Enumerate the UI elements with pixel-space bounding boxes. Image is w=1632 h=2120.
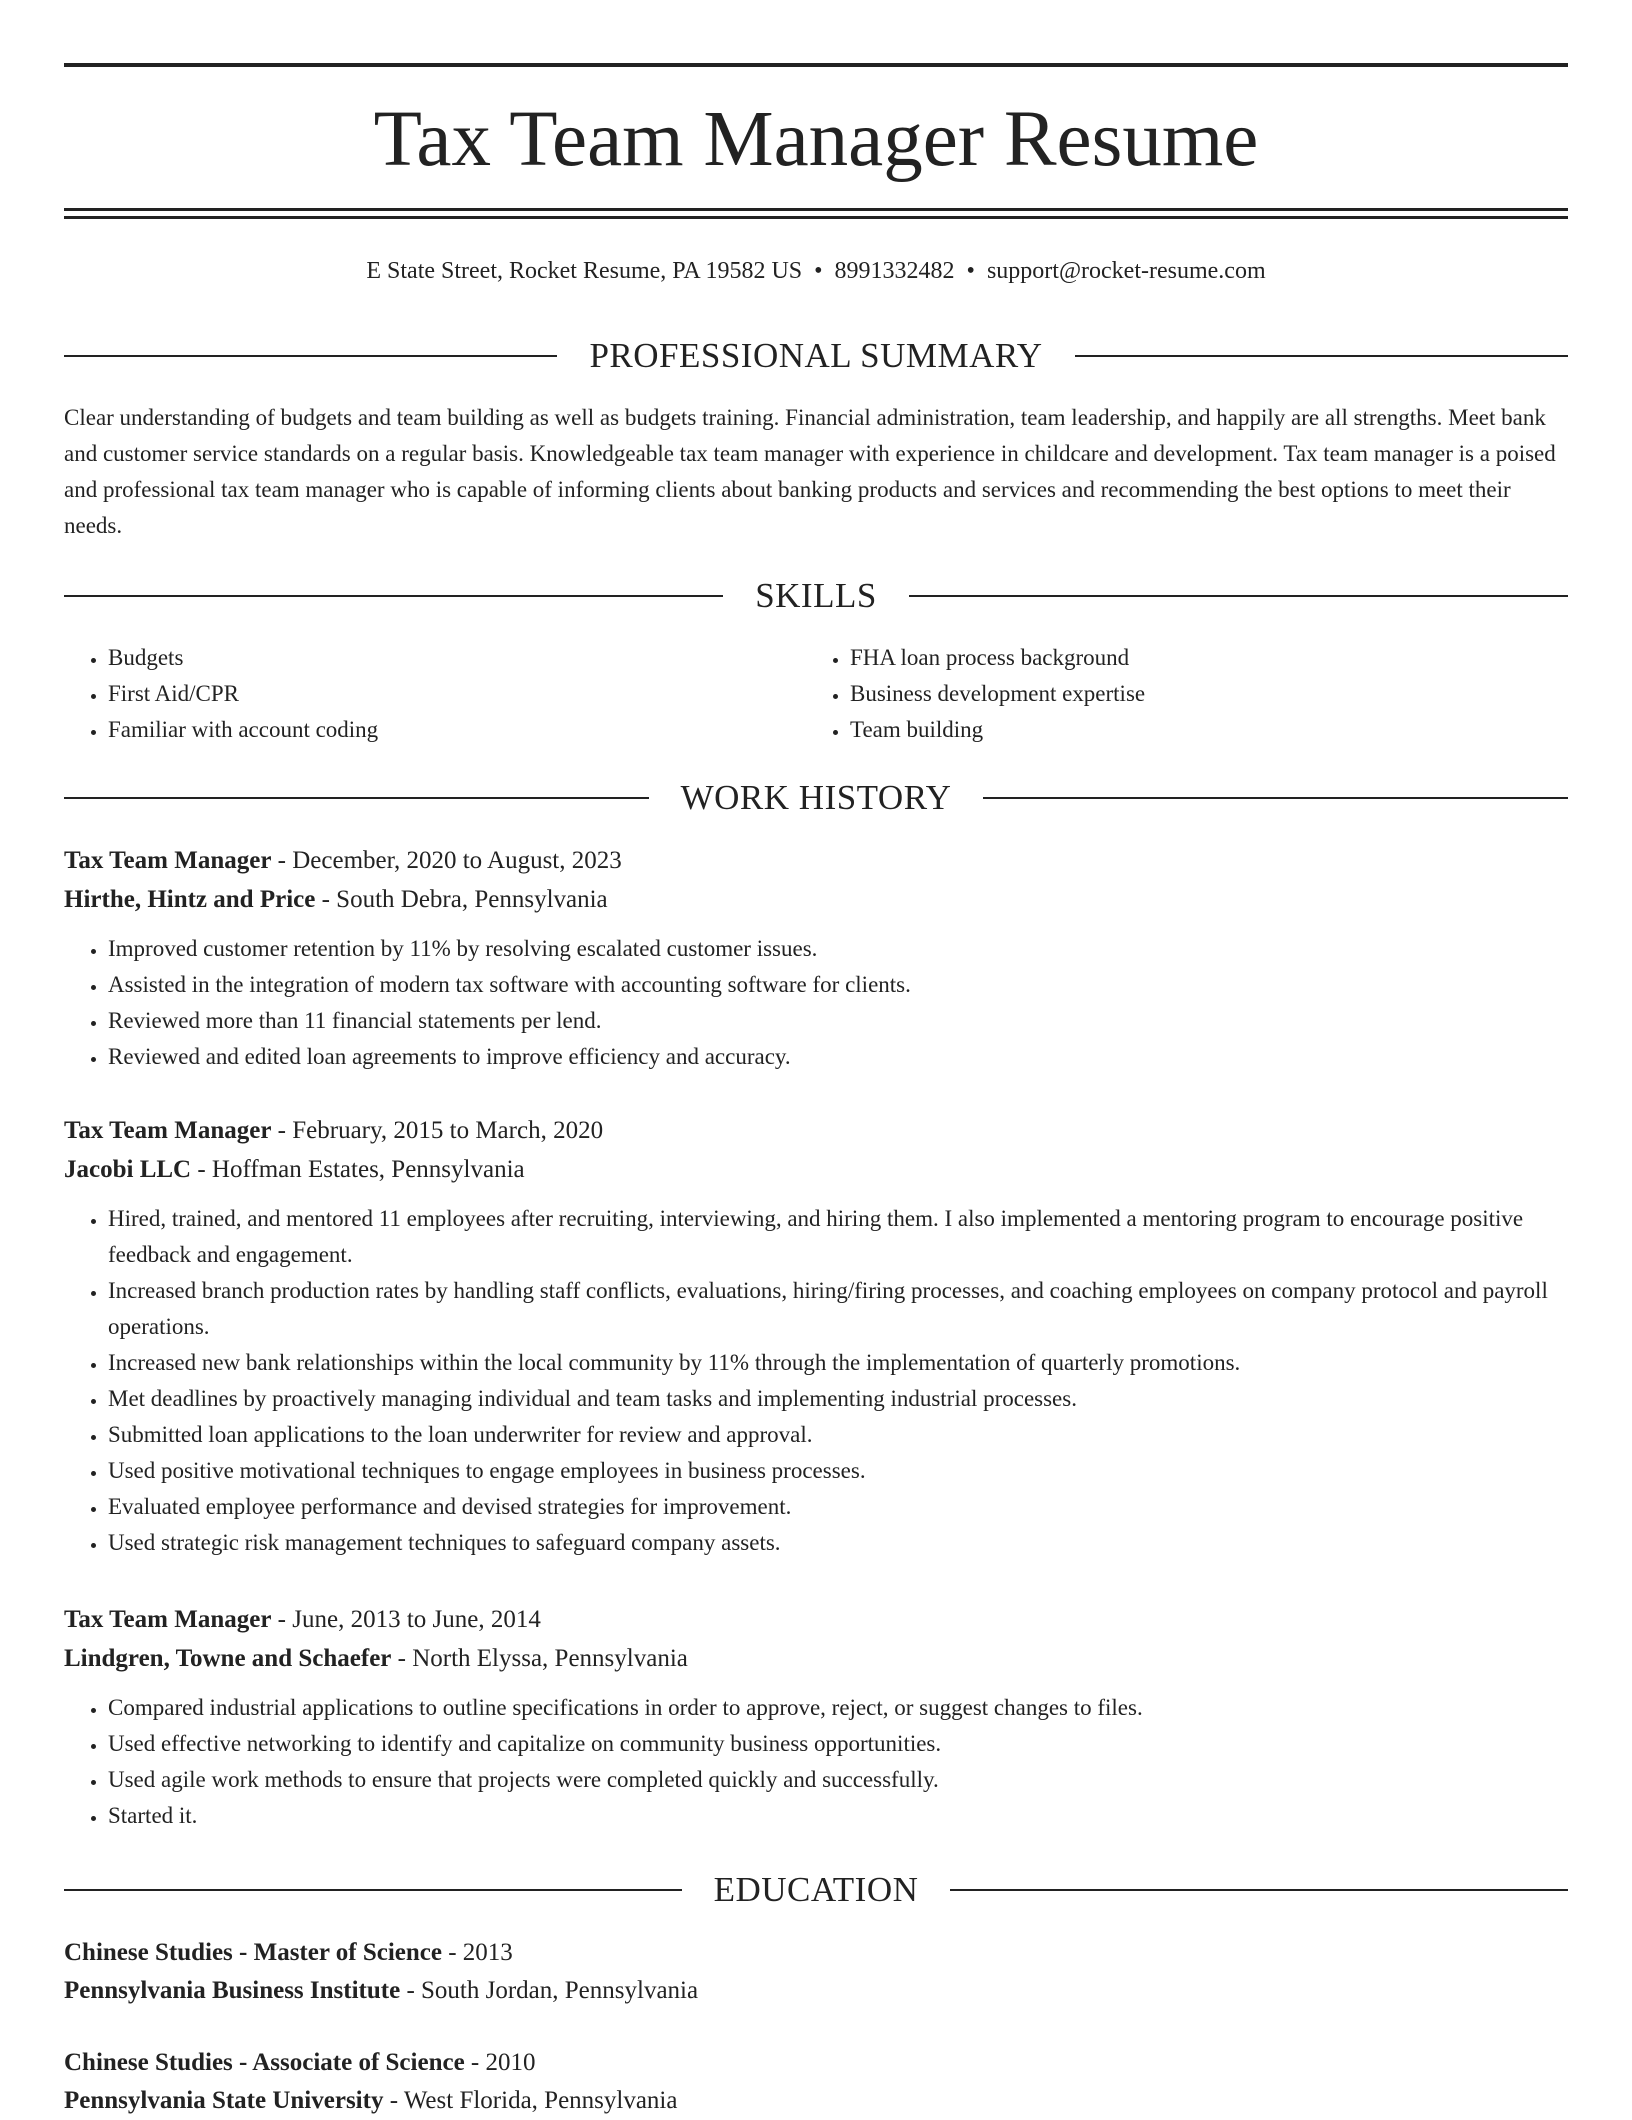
job-location: - Hoffman Estates, Pennsylvania (191, 1156, 525, 1183)
education-school-line (64, 1972, 1568, 2010)
job-entry (64, 1112, 1568, 1561)
job-dates: - June, 2013 to June, 2014 (271, 1606, 541, 1633)
skill-item: • FHA loan process background (850, 640, 1506, 676)
job-bullet: • Submitted loan applications to the loan underwriter for review and approval. (108, 1417, 1568, 1453)
heading-rule-left (64, 797, 649, 799)
job-bullet: • Increased branch production rates by handling staff conflicts, evaluations, hiring/firing processes, and coaching employees on company protocol and payroll operations. (108, 1273, 1568, 1345)
job-bullet: • Met deadlines by proactively managing individual and team tasks and implementing industrial processes. (108, 1381, 1568, 1417)
education-degree: Chinese Studies - Associate of Science (64, 2049, 465, 2076)
heading-rule-right (983, 797, 1568, 799)
job-title-line (64, 1601, 1568, 1639)
job-company-line (64, 1640, 1568, 1678)
contact-separator: • (966, 258, 975, 284)
job-location: - North Elyssa, Pennsylvania (391, 1645, 688, 1672)
job-title-line (64, 842, 1568, 880)
header-double-rule-upper (64, 208, 1568, 211)
job-bullet: • Compared industrial applications to outline specifications in order to approve, reject, or suggest changes to files. (108, 1690, 1568, 1726)
header-double-rule-lower (64, 216, 1568, 219)
contact-address: E State Street, Rocket Resume, PA 19582 US (366, 258, 803, 284)
job-location: - South Debra, Pennsylvania (315, 886, 608, 913)
skills-column-left (64, 640, 764, 748)
section-title-skills: SKILLS (755, 576, 877, 615)
page-title: Tax Team Manager Resume (373, 96, 1259, 183)
section-heading-work (64, 776, 1568, 820)
job-bullet: • Evaluated employee performance and devised strategies for improvement. (108, 1489, 1568, 1525)
job-title-line (64, 1112, 1568, 1150)
job-bullets (64, 931, 1568, 1075)
skill-item: • Budgets (108, 640, 764, 676)
section-title-summary: PROFESSIONAL SUMMARY (589, 336, 1043, 375)
section-heading-education (64, 1868, 1568, 1912)
section-title-work: WORK HISTORY (680, 778, 952, 817)
contact-phone: 8991332482 (834, 258, 955, 284)
section-heading-summary (64, 334, 1568, 378)
header-top-rule (64, 63, 1568, 67)
job-bullets (64, 1690, 1568, 1834)
education-degree-line (64, 2044, 1568, 2082)
job-dates: - December, 2020 to August, 2023 (271, 847, 622, 874)
education-degree-line (64, 1934, 1568, 1972)
education-degree: Chinese Studies - Master of Science (64, 1939, 442, 1966)
education-school-line (64, 2082, 1568, 2120)
education-year: - 2013 (441, 1939, 513, 1966)
job-bullet: • Increased new bank relationships within the local community by 11% through the implementation of quarterly promotions. (108, 1345, 1568, 1381)
contact-email: support@rocket-resume.com (986, 258, 1266, 284)
job-bullet: • Assisted in the integration of modern tax software with accounting software for clients. (108, 967, 1568, 1003)
heading-rule-left (64, 595, 723, 597)
education-entry (64, 1934, 1568, 2010)
job-title: Tax Team Manager (64, 847, 272, 874)
summary-text: Clear understanding of budgets and team building as well as budgets training. Financial administration, team leadership, and happily are all strengths. Meet bank and customer service standards on a regular basis. Knowledgeable tax team manager with experience in childcare and development. Tax team manager is a poised and professional tax team manager who is capable of informing clients about banking products and services and recommending the best options to meet their needs. (64, 405, 1556, 538)
job-company-line (64, 881, 1568, 919)
section-heading-skills (64, 574, 1568, 618)
job-bullet: • Used effective networking to identify and capitalize on community business opportunities. (108, 1726, 1568, 1762)
job-entry (64, 1601, 1568, 1834)
heading-rule-right (950, 1889, 1568, 1891)
contact-separator: • (814, 258, 823, 284)
education-entry (64, 2044, 1568, 2120)
job-bullet: • Reviewed and edited loan agreements to improve efficiency and accuracy. (108, 1039, 1568, 1075)
skills-column-right (806, 640, 1506, 748)
job-bullet: • Started it. (108, 1798, 1568, 1834)
job-company: Hirthe, Hintz and Price (64, 886, 316, 913)
education-school: Pennsylvania State University (64, 2087, 384, 2114)
heading-rule-right (909, 595, 1568, 597)
job-bullets (64, 1201, 1568, 1561)
education-location: - South Jordan, Pennsylvania (400, 1977, 699, 2004)
education-school: Pennsylvania Business Institute (64, 1977, 401, 2004)
contact-line (64, 254, 1568, 288)
job-bullet: • Hired, trained, and mentored 11 employees after recruiting, interviewing, and hiring them. I also implemented a mentoring program to encourage positive feedback and engagement. (108, 1201, 1568, 1273)
job-dates: - February, 2015 to March, 2020 (271, 1117, 604, 1144)
heading-rule-left (64, 355, 557, 357)
education-year: - 2010 (464, 2049, 536, 2076)
job-company-line (64, 1151, 1568, 1189)
section-title-education: EDUCATION (713, 1870, 919, 1909)
job-company: Jacobi LLC (64, 1156, 192, 1183)
education-location: - West Florida, Pennsylvania (383, 2087, 678, 2114)
skill-item: • Familiar with account coding (108, 712, 764, 748)
job-title: Tax Team Manager (64, 1117, 272, 1144)
job-title: Tax Team Manager (64, 1606, 272, 1633)
job-bullet: • Used strategic risk management techniques to safeguard company assets. (108, 1525, 1568, 1561)
job-company: Lindgren, Towne and Schaefer (64, 1645, 392, 1672)
job-entry (64, 842, 1568, 1075)
skill-item: • Team building (850, 712, 1506, 748)
heading-rule-left (64, 1889, 682, 1891)
skill-item: • Business development expertise (850, 676, 1506, 712)
heading-rule-right (1075, 355, 1568, 357)
job-bullet: • Used agile work methods to ensure that projects were completed quickly and successfully. (108, 1762, 1568, 1798)
job-bullet: • Used positive motivational techniques to engage employees in business processes. (108, 1453, 1568, 1489)
job-bullet: • Improved customer retention by 11% by resolving escalated customer issues. (108, 931, 1568, 967)
job-bullet: • Reviewed more than 11 financial statements per lend. (108, 1003, 1568, 1039)
skill-item: • First Aid/CPR (108, 676, 764, 712)
